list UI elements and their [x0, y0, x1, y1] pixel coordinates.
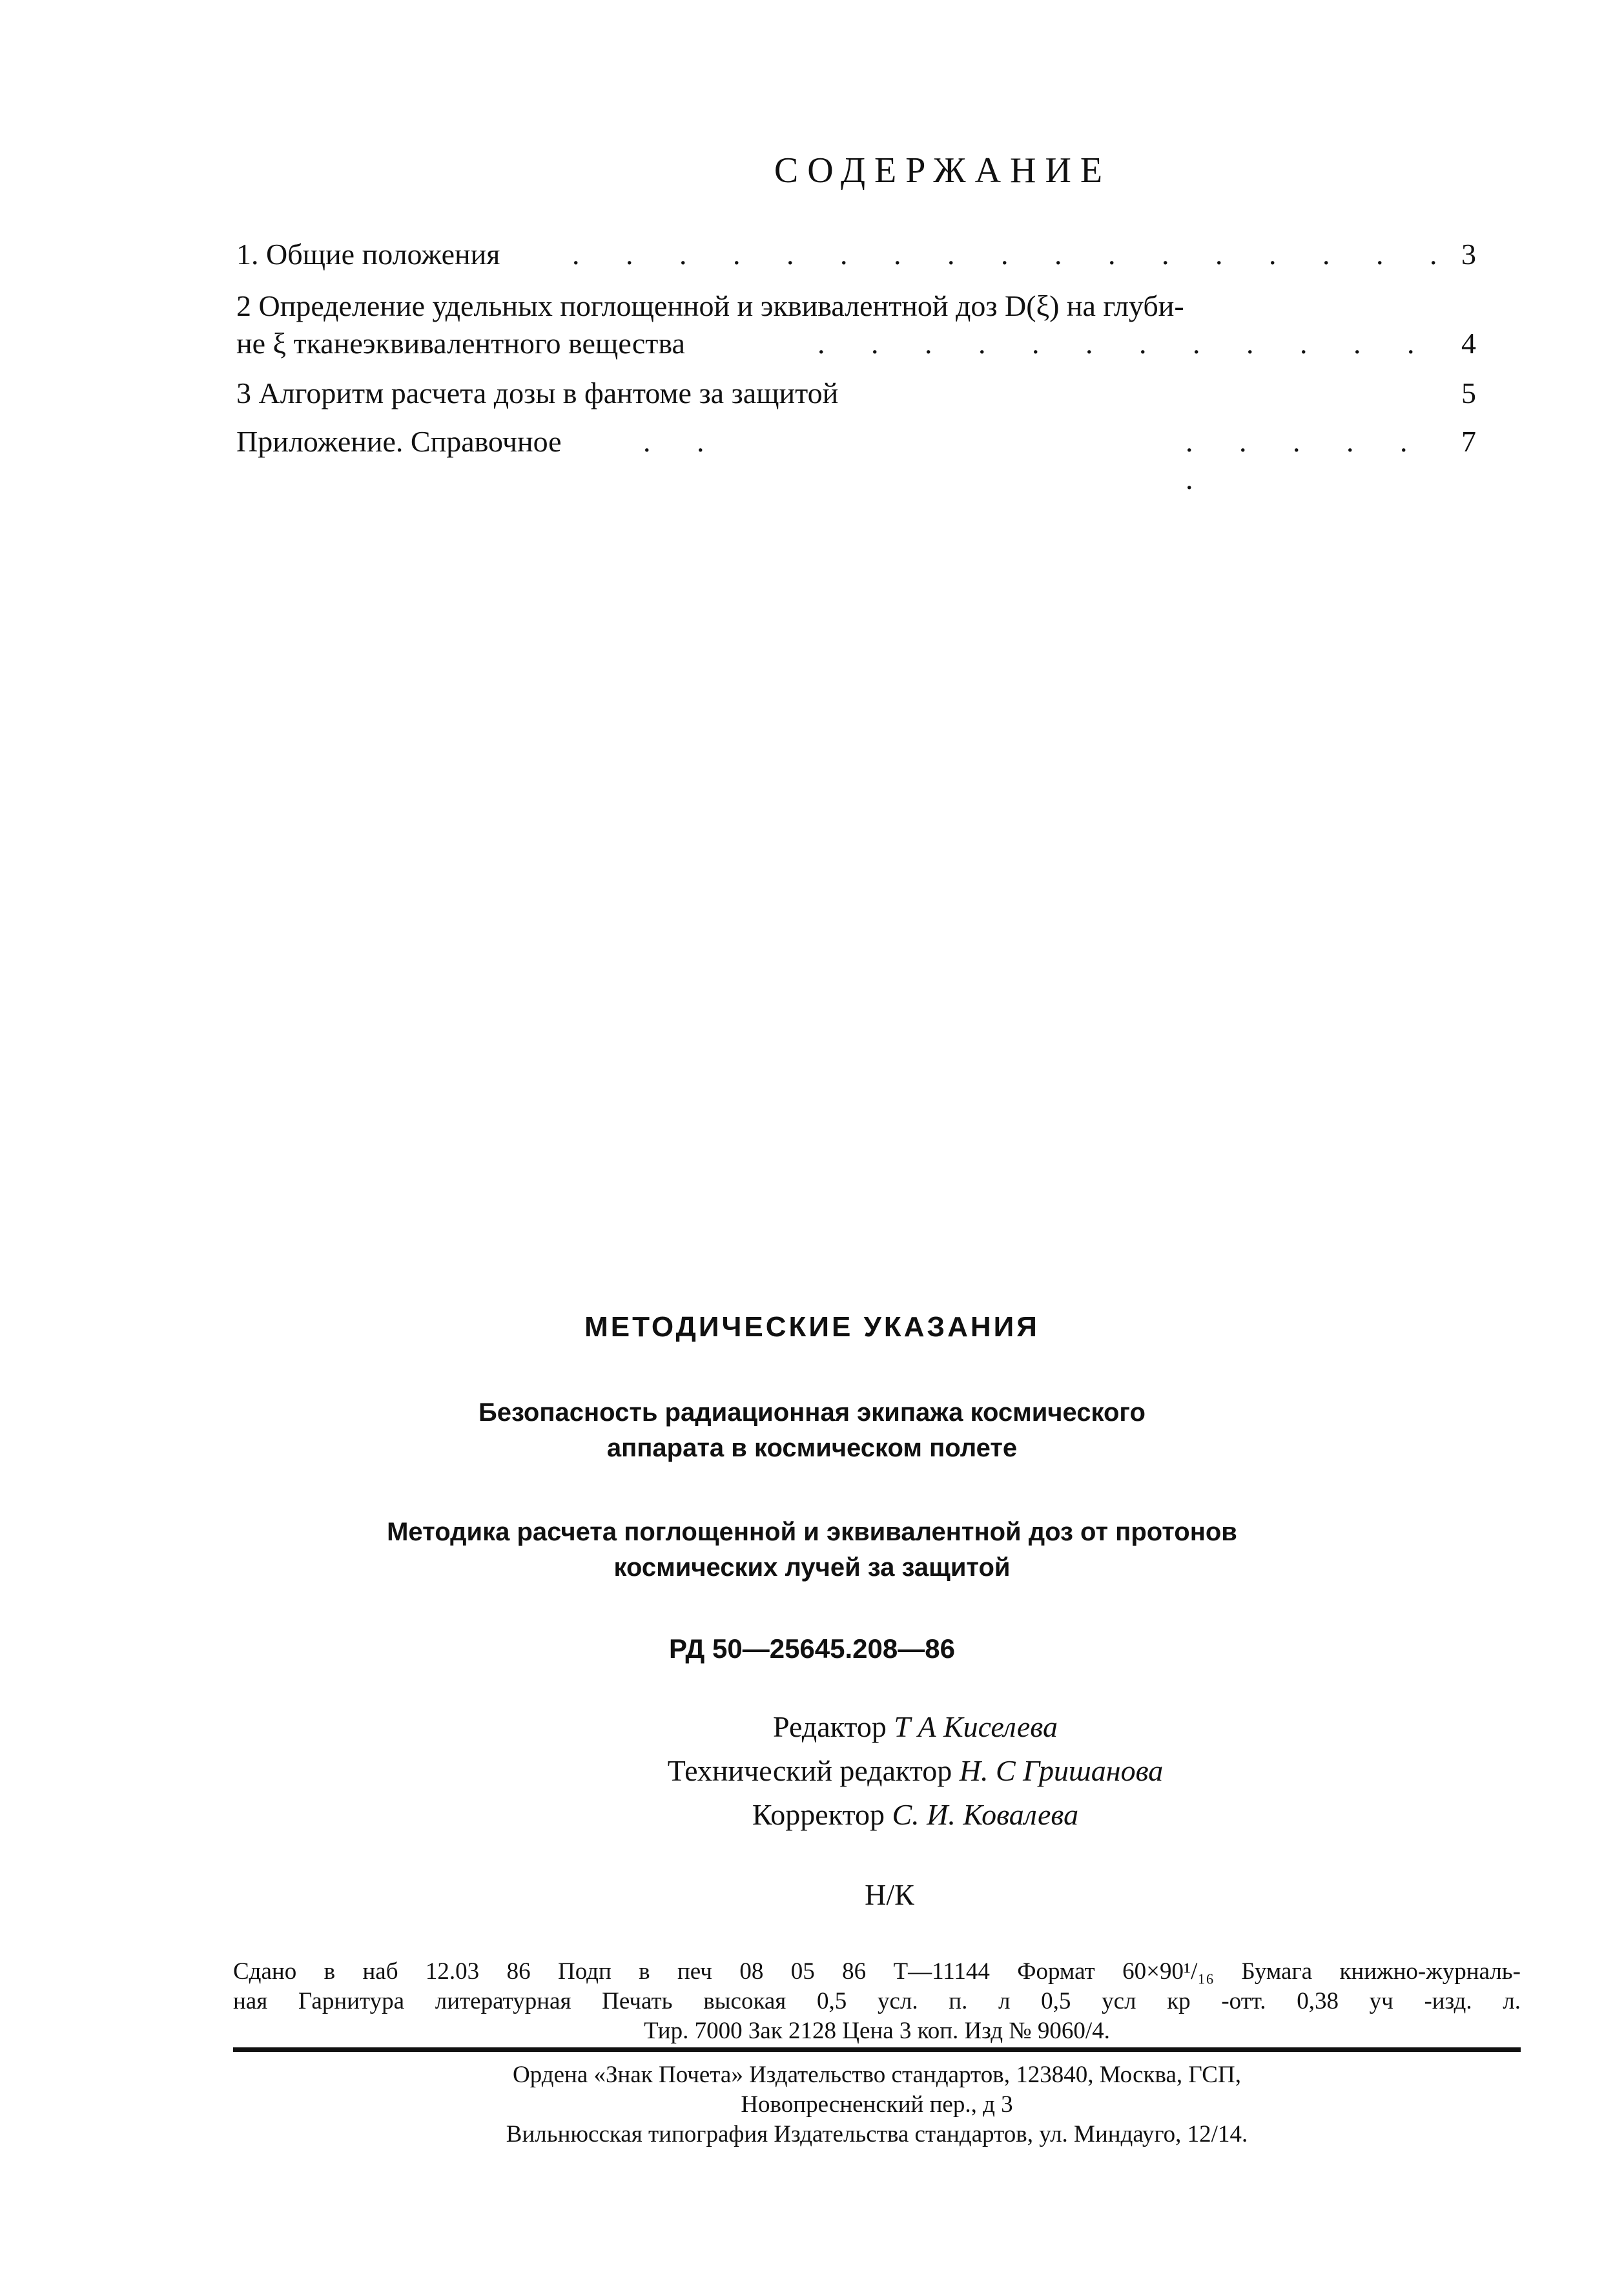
publisher-line: Вильнюсская типография Издательства стандартов, ул. Миндауго, 12/14. [506, 2121, 1248, 2147]
mark: Н/К [865, 1878, 914, 1911]
publisher-info [233, 2060, 1521, 2149]
document-code: РД 50—25645.208—86 [669, 1633, 955, 1664]
publisher-line: Новопресненский пер., д 3 [741, 2091, 1013, 2118]
subtitle-line: аппарата в космическом полете [606, 1434, 1018, 1462]
toc-item-label: 1. Общие положения [236, 238, 500, 271]
toc-item[interactable] [236, 236, 1476, 273]
editor-name: С. И. Ковалева [892, 1798, 1079, 1831]
editor-role: Корректор [752, 1798, 885, 1831]
toc-page-number: 7 [1461, 425, 1476, 458]
colophon-heading: МЕТОДИЧЕСКИЕ УКАЗАНИЯ [584, 1311, 1040, 1343]
toc-item[interactable] [236, 287, 1476, 362]
toc-item-label-line1: 2 Определение удельных поглощенной и эквивалентной доз D(ξ) на глуби- [236, 289, 1184, 322]
editor-line [103, 1705, 1624, 1749]
imprint [233, 1957, 1521, 2046]
toc-leader-dots: . . . . . . . . . . . . [817, 327, 1434, 360]
toc-page-number: 5 [1461, 377, 1476, 409]
toc-leader-dots: . . . . . . [1186, 425, 1427, 495]
toc-page-number: 3 [1461, 238, 1476, 271]
toc-item[interactable] [236, 375, 1476, 412]
toc-item-label-line2 [236, 325, 1476, 362]
editor-role: Редактор [773, 1710, 887, 1743]
editor-line [103, 1793, 1624, 1837]
publisher-line: Ордена «Знак Почета» Издательство стандартов, 123840, Москва, ГСП, [513, 2062, 1241, 2088]
toc-item[interactable] [236, 423, 1476, 495]
imprint-line: Тир. 7000 Зак 2128 Цена 3 коп. Изд № 9060/4. [644, 2018, 1110, 2044]
toc-page-number: 4 [1461, 327, 1476, 360]
toc-title: СОДЕРЖАНИЕ [774, 150, 1112, 191]
toc-leader-dots: . . . . . . . . . . . . . . . . . [572, 238, 1457, 271]
toc-leader-dots: . . [643, 425, 724, 458]
editors [103, 1705, 1624, 1837]
colophon-subtitle-1 [0, 1395, 1624, 1466]
toc-item-label-line2-text: не ξ тканеэквивалентного вещества [236, 327, 685, 360]
editor-role: Технический редактор [667, 1754, 952, 1787]
editor-name: Т А Киселева [894, 1710, 1058, 1743]
imprint-line: Сдано в наб 12.03 86 Подп в печ 08 05 86 Т—11144 Формат 60×90¹/₁₆ Бумага книжно-журналь- [233, 1958, 1521, 1985]
subtitle-line: Безопасность радиационная экипажа космического [478, 1398, 1146, 1427]
imprint-line: ная Гарнитура литературная Печать высокая 0,5 усл. п. л 0,5 усл кр -отт. 0,38 уч -изд. л. [233, 1988, 1521, 2014]
editor-line [103, 1749, 1624, 1793]
toc-item-label: 3 Алгоритм расчета дозы в фантоме за защитой [236, 377, 839, 409]
subtitle-line: космических лучей за защитой [613, 1553, 1011, 1582]
colophon-subtitle-2 [0, 1515, 1624, 1586]
toc-item-label: Приложение. Справочное [236, 425, 562, 458]
editor-name: Н. С Гришанова [959, 1754, 1164, 1787]
subtitle-line: Методика расчета поглощенной и эквивалентной доз от протонов [387, 1518, 1237, 1546]
divider-rule [233, 2047, 1521, 2052]
